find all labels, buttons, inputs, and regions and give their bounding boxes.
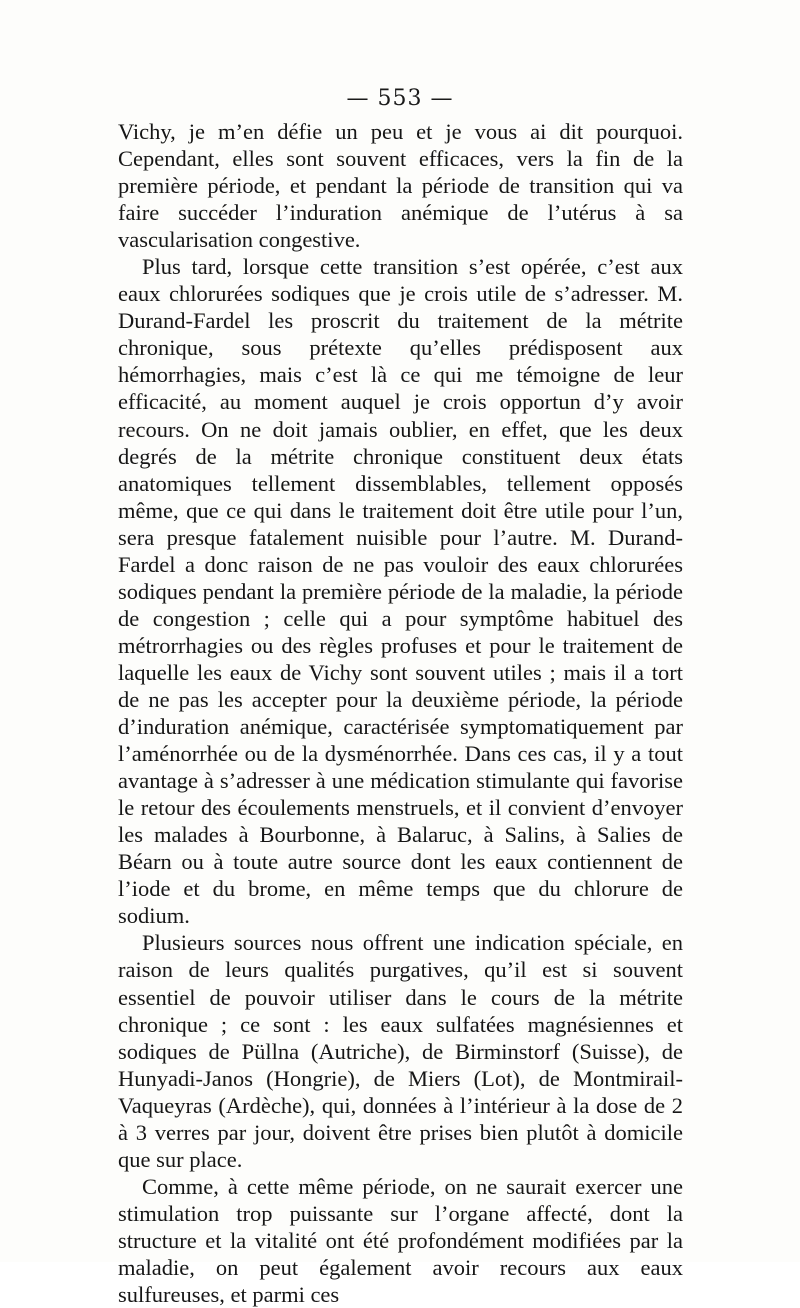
paragraph-2: Plus tard, lorsque cette transition s’est opérée, c’est aux eaux chlorurées sodiques que je crois utile de s’adresser. M. Durand-Fardel les proscrit du traitement de la métrite chronique, sous prétexte qu’elles prédisposent aux hémorrhagies, mais c’est là ce qui me témoigne de leur efficacité, au moment auquel je crois opportun d’y avoir recours. On ne doit jamais oublier, en effet, que les deux degrés de la métrite chronique constituent deux états anatomiques tellement dissemblables, tellement opposés même, que ce qui dans le traitement doit être utile pour l’un, sera presque fatalement nuisible pour l’autre. M. Durand-Fardel a donc raison de ne pas vouloir des eaux chlorurées sodiques pendant la première période de la maladie, la période de congestion ; celle qui a pour symptôme habituel des métrorrhagies ou des règles profuses et pour le traitement de laquelle les eaux de Vichy sont souvent utiles ; mais il a tort de ne pas les accepter pour la deuxième période, la période d’induration anémique, caractérisée symptomatiquement par l’aménorrhée ou de la dysménorrhée. Dans ces cas, il y a tout avantage à s’adresser à une médication stimulante qui favorise le retour des écoulements menstruels, et il convient d’envoyer les malades à Bourbonne, à Balaruc, à Salins, à Salies de Béarn ou à toute autre source dont les eaux contiennent de l’iode et du brome, en même temps que du chlorure de sodium. xyxy=(118,254,683,929)
body-text xyxy=(118,118,683,1308)
page-number: — 553 — xyxy=(346,86,454,111)
paragraph-3: Plusieurs sources nous offrent une indication spéciale, en raison de leurs qualités purgatives, qu’il est si souvent essentiel de pouvoir utiliser dans le cours de la métrite chronique ; ce sont : les eaux sulfatées magnésiennes et sodiques de Püllna (Autriche), de Birminstorf (Suisse), de Hunyadi-Janos (Hongrie), de Miers (Lot), de Montmirail-Vaqueyras (Ardèche), qui, données à l’intérieur à la dose de 2 à 3 verres par jour, doivent être prises bien plutôt à domicile que sur place. xyxy=(118,930,683,1172)
paragraph-1: Vichy, je m’en défie un peu et je vous ai dit pourquoi. Cependant, elles sont souvent efficaces, vers la fin de la première période, et pendant la période de transition qui va faire succéder l’induration anémique de l’utérus à sa vascularisation congestive. xyxy=(118,119,683,253)
paragraph-4: Comme, à cette même période, on ne saurait exercer une stimulation trop puissante sur l’organe affecté, dont la structure et la vitalité ont été profondément modifiées par la maladie, on peut également avoir recours aux eaux sulfureuses, et parmi ces xyxy=(118,1173,683,1308)
